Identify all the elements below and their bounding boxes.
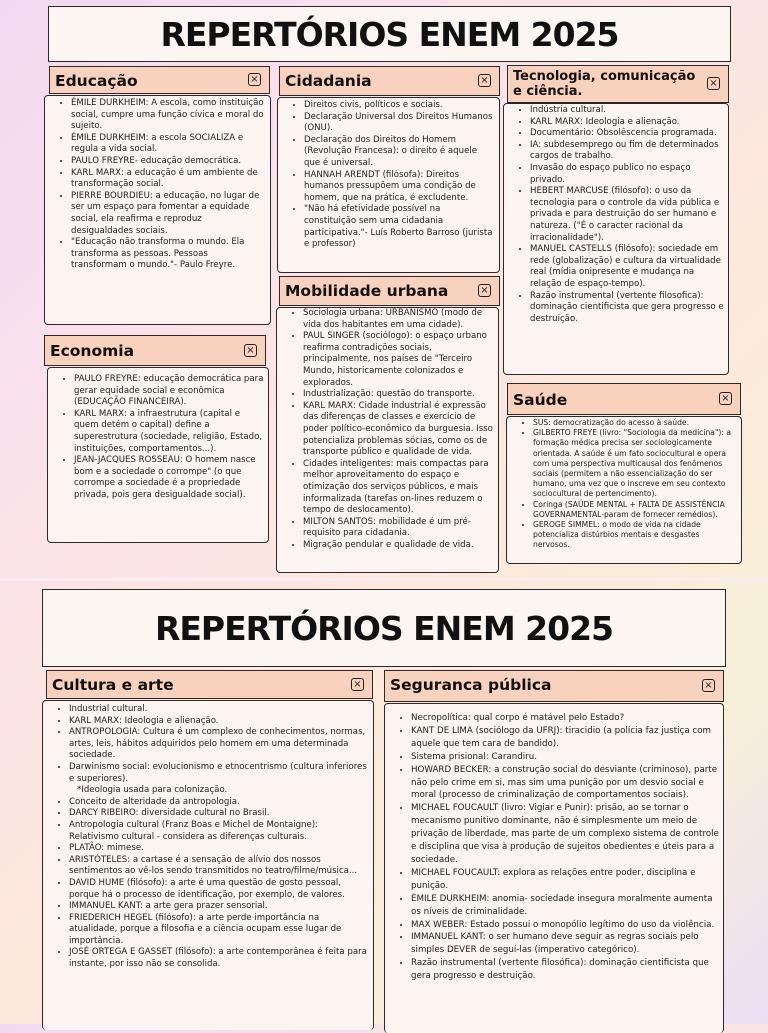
tecnologia-box [503,103,729,375]
list-item: • JEAN-JACQUES ROSSEAU: O homem nasce bom e a sociedade o corrompe" (o que corrompe a sociedade é a propriedade privada, pois gera desigualdade social). [74,455,264,501]
cultura-title: Cultura e arte [52,676,174,694]
list-item: • Cidades inteligentes: mais compactas para melhor aproveitamento do espaço e otimização dos serviços públicos, e mais informalizada (tarefas on-lines reduzem o tempo de deslocamento). [303,459,494,517]
list-item: • Indústria cultural. [530,105,724,117]
educacao-box [44,95,271,325]
list-item: • JOSÉ ORTEGA E GASSET (filósofo): a arte contemporânea é feita para instante, por isso não se consolida. [69,947,369,970]
list-item: • ANTROPOLOGIA: Cultura é um complexo de conhecimentos, normas, artes, leis, hábitos adquiridos pelo homem em uma determinada sociedade. [69,727,369,762]
tecnologia-title: Tecnologia, comunicação e ciência. [513,69,696,99]
list-item: • Industrialização: questão do transporte. [303,389,494,401]
list-item: • ÉMILE DURKHEIM: a escola SOCIALIZA e regula a vida social. [71,133,266,156]
list-item: • KANT DE LIMA (sociólogo da UFRJ): tiracidio (a polícia faz justiça com aquele que tem cara de bandido). [411,725,719,751]
economia-box [47,367,269,543]
cidadania-header [279,66,500,96]
page-divider [0,578,768,581]
list-item: • "Educação não transforma o mundo. Ela transforma as pessoas. Pessoas transformam o mundo."- Paulo Freyre. [71,237,266,272]
list-item: • "Não há efetividade possível na constituição sem uma cidadania participativa."- Luís Roberto Barroso (jurista e professor) [304,204,495,250]
mobilidade-list [277,308,498,551]
list-item: • ÉMILE DURKHEIM: anomia- sociedade insegura moralmente aumenta os níveis de criminalidade. [411,893,719,919]
list-item: • MICHAEL FOUCAULT: explora as relações entre poder, disciplina e punição. [411,867,719,893]
list-item: • Invasão do espaço publico no espaço privado. [530,163,724,186]
cidadania-close-icon[interactable]: × [478,74,491,87]
page1-title: REPERTÓRIOS ENEM 2025 [160,14,619,54]
list-item: • IMMANUEL KANT: o ser humano deve seguir as regras sociais pelo simples DEVER de seguí-las (imperativo categórico). [411,931,719,957]
list-item: • ÉMILE DURKHEIM: A escola, como instituição social, cumpre uma função cívica e moral do sujeito. [71,98,266,133]
list-item: • PLATÃO: mimese. [69,843,369,855]
list-item: • DAVID HUME (filósofo): a arte é uma questão de gosto pessoal, porque há o processo de identificação, por exemplo, de valores. [69,878,369,901]
list-item: • MILTON SANTOS: mobilidade é um pré-requisito para cidadania. [303,517,494,540]
mobilidade-header [279,276,500,306]
page2-title: REPERTÓRIOS ENEM 2025 [154,608,614,648]
list-item: • Antropologia cultural (Franz Boas e Michel de Montaigne): Relativismo cultural - considera as diferenças culturais. [69,820,369,843]
saude-box [506,416,742,564]
list-item: • Documentário: Obsolêscencia programada. [530,128,724,140]
educacao-title: Educação [55,72,138,90]
tecnologia-list [504,105,728,325]
economia-list [48,374,268,502]
cidadania-title: Cidadania [285,72,372,90]
list-item: • KARL MARX: Ideologia e alienação. [530,117,724,129]
list-item: • IA: subdesemprego ou fim de determinados cargos de trabalho. [530,140,724,163]
seguranca-header [384,670,724,702]
list-item: • DARCY RIBEIRO: diversidade cultural no Brasil. [69,808,369,820]
economia-title: Economia [50,342,135,360]
list-item: • Sistema prisional: Carandiru. [411,751,719,764]
list-item: • KARL MARX: a infraestrutura (capital e quem detém o capital) define a superestrutura (sociedade, religião, Estado, instituições, comportamentos...). [74,409,264,455]
cultura-header [46,670,373,699]
list-item: • IMMANUEL KANT: a arte gera prazer sensorial. [69,901,369,913]
economia-close-icon[interactable]: × [244,344,257,357]
list-item: • Coringa (SAÚDE MENTAL + FALTA DE ASSISTÊNCIA GOVERNAMENTAL-param de fornecer remédios). [533,500,737,520]
list-item: • HOWARD BECKER: a construção social do desviante (criminoso), parte não pelo crime em si, mas sim uma punição por um desvio social e moral (processo de criminalização de comportamentos sociais). [411,764,719,803]
cultura-list [43,704,373,971]
saude-title: Saúde [513,391,568,409]
list-item: • MANUEL CASTELLS (filósofo): sociedade em rede (globalização) e cultura da virtualidade real (mídia onipresente e mudança na relação de espaço-tempo). [530,244,724,290]
list-item: • SUS: democratização do acesso à saúde. [533,418,737,428]
tecnologia-header [507,65,729,103]
page1-title-box [48,6,731,62]
list-item: • FRIEDERICH HEGEL (filósofo): a arte perde importância na atualidade, porque a filosofia e a ciência ocupam esse lugar de importância. [69,913,369,948]
saude-close-icon[interactable]: × [719,392,732,405]
saude-header [507,383,741,415]
list-item: • PIERRE BOURDIEU: a educação, no lugar de ser um espaço para fomentar a equidade social, ela reafirma e reproduz desigualdades sociais. [71,191,266,237]
list-item: • Declaração Universal dos Direitos Humanos (ONU). [304,112,495,135]
list-item: • HEBERT MARCUSE (filósofo): o uso da tecnologia para o controle da vida pública e privada e para destruição do ser humano e natureza. ("É o caracter racional da irracionalidade"). [530,186,724,244]
seguranca-box [384,703,724,1033]
list-item: • Industrial cultural. [69,704,369,716]
page2-title-box [42,589,726,667]
seguranca-title: Seguranca pública [390,676,552,694]
list-item: • Direitos civis, políticos e sociais. [304,100,495,112]
list-item: • PAULO FREYRE- educação democrática. [71,156,266,168]
educacao-header [49,66,270,94]
educacao-close-icon[interactable]: × [248,73,261,86]
list-item: • Darwinismo social: evolucionismo e etnocentrismo (cultura inferiores e superiores). [69,762,369,785]
seguranca-close-icon[interactable]: × [702,679,715,692]
list-item: • KARL MARX: Ideologia e alienação. [69,716,369,728]
educacao-list [45,98,270,272]
list-item: • ARISTÓTELES: a cartase é a sensação de alívio dos nossos sentimentos ao vê-los sendo transmitidos no teatro/filme/música... [69,855,369,878]
cultura-box [42,700,374,1030]
seguranca-list [385,712,723,983]
list-item: • Conceito de alteridade da antropologia. [69,797,369,809]
list-item: • HANNAH ARENDT (filósofa): Direitos humanos pressupõem uma condição de homem, que na prática, é excludente. [304,170,495,205]
list-item: • MICHAEL FOUCAULT (livro: Vigiar e Punir): prisão, ao se tornar o mecanismo punitivo dominante, não é simplesmente um meio de privação de liberdade, mas parte de um complexo sistema de controle e disciplina que visa à produção de sujeitos obedientes e úteis para a sociedade. [411,802,719,867]
cidadania-box [277,97,500,273]
list-item: • PAUL SINGER (sociólogo): o espaço urbano reafirma contradições sociais, principalmente, nos países de "Terceiro Mundo, historicamente colonizados e explorados. [303,331,494,389]
list-item: • Razão instrumental (vertente filosófica): dominação cientificista que gera progresso e destruição. [411,957,719,983]
list-item: • Razão instrumental (vertente filosofica): dominação cientificista que gera progresso e destruição. [530,291,724,326]
mobilidade-close-icon[interactable]: × [478,284,491,297]
ideologia-note: *Ideologia usada para colonização. [77,785,228,796]
list-item: • Sociologia urbana: URBANISMO (modo de vida dos habitantes em uma cidade). [303,308,494,331]
list-item: • KARL MARX: Cidade industrial é expressão das diferenças de classes e exercício de poder político-econômico da burguesia. Isso potencializa problemas sócias, como os de transporte público e qualidade de vida. [303,401,494,459]
list-item: • Necropolítica: qual corpo é matável pelo Estado? [411,712,719,725]
tecnologia-close-icon[interactable]: × [707,77,720,90]
list-item: • GILBERTO FREYE (livro: "Sociologia da medicina"): a formação médica precisa ser sociologicamente orientada. A saúde é um fato sociocultural e opera com uma perspectiva multicausal dos fenômenos sociais (permitem a não essencialização do ser humano, uma vez que o inscreve em seu contexto sociocultural de pertencimento). [533,428,737,499]
list-item: • MAX WEBER: Estado possui o monopólio legítimo do uso da violência. [411,919,719,932]
economia-header [44,335,266,366]
list-item: • PAULO FREYRE: educação democrática para gerar equidade social e econômica (EDUCAÇÃO FINANCEIRA). [74,374,264,409]
mobilidade-title: Mobilidade urbana [285,282,449,300]
list-item: • KARL MARX: a educação é um ambiente de transformação social. [71,168,266,191]
saude-list [507,418,741,551]
mobilidade-box [276,307,499,573]
list-item: • Migração pendular e qualidade de vida. [303,540,494,552]
cidadania-list [278,100,499,251]
cultura-close-icon[interactable]: × [351,678,364,691]
list-item: • GEROGE SIMMEL: o modo de vida na cidade potencializa distúrbios mentais e desgastes nervosos. [533,520,737,551]
list-item: • Declaração dos Direitos do Homem (Revolução Francesa): o direito é aquele que é universal. [304,135,495,170]
